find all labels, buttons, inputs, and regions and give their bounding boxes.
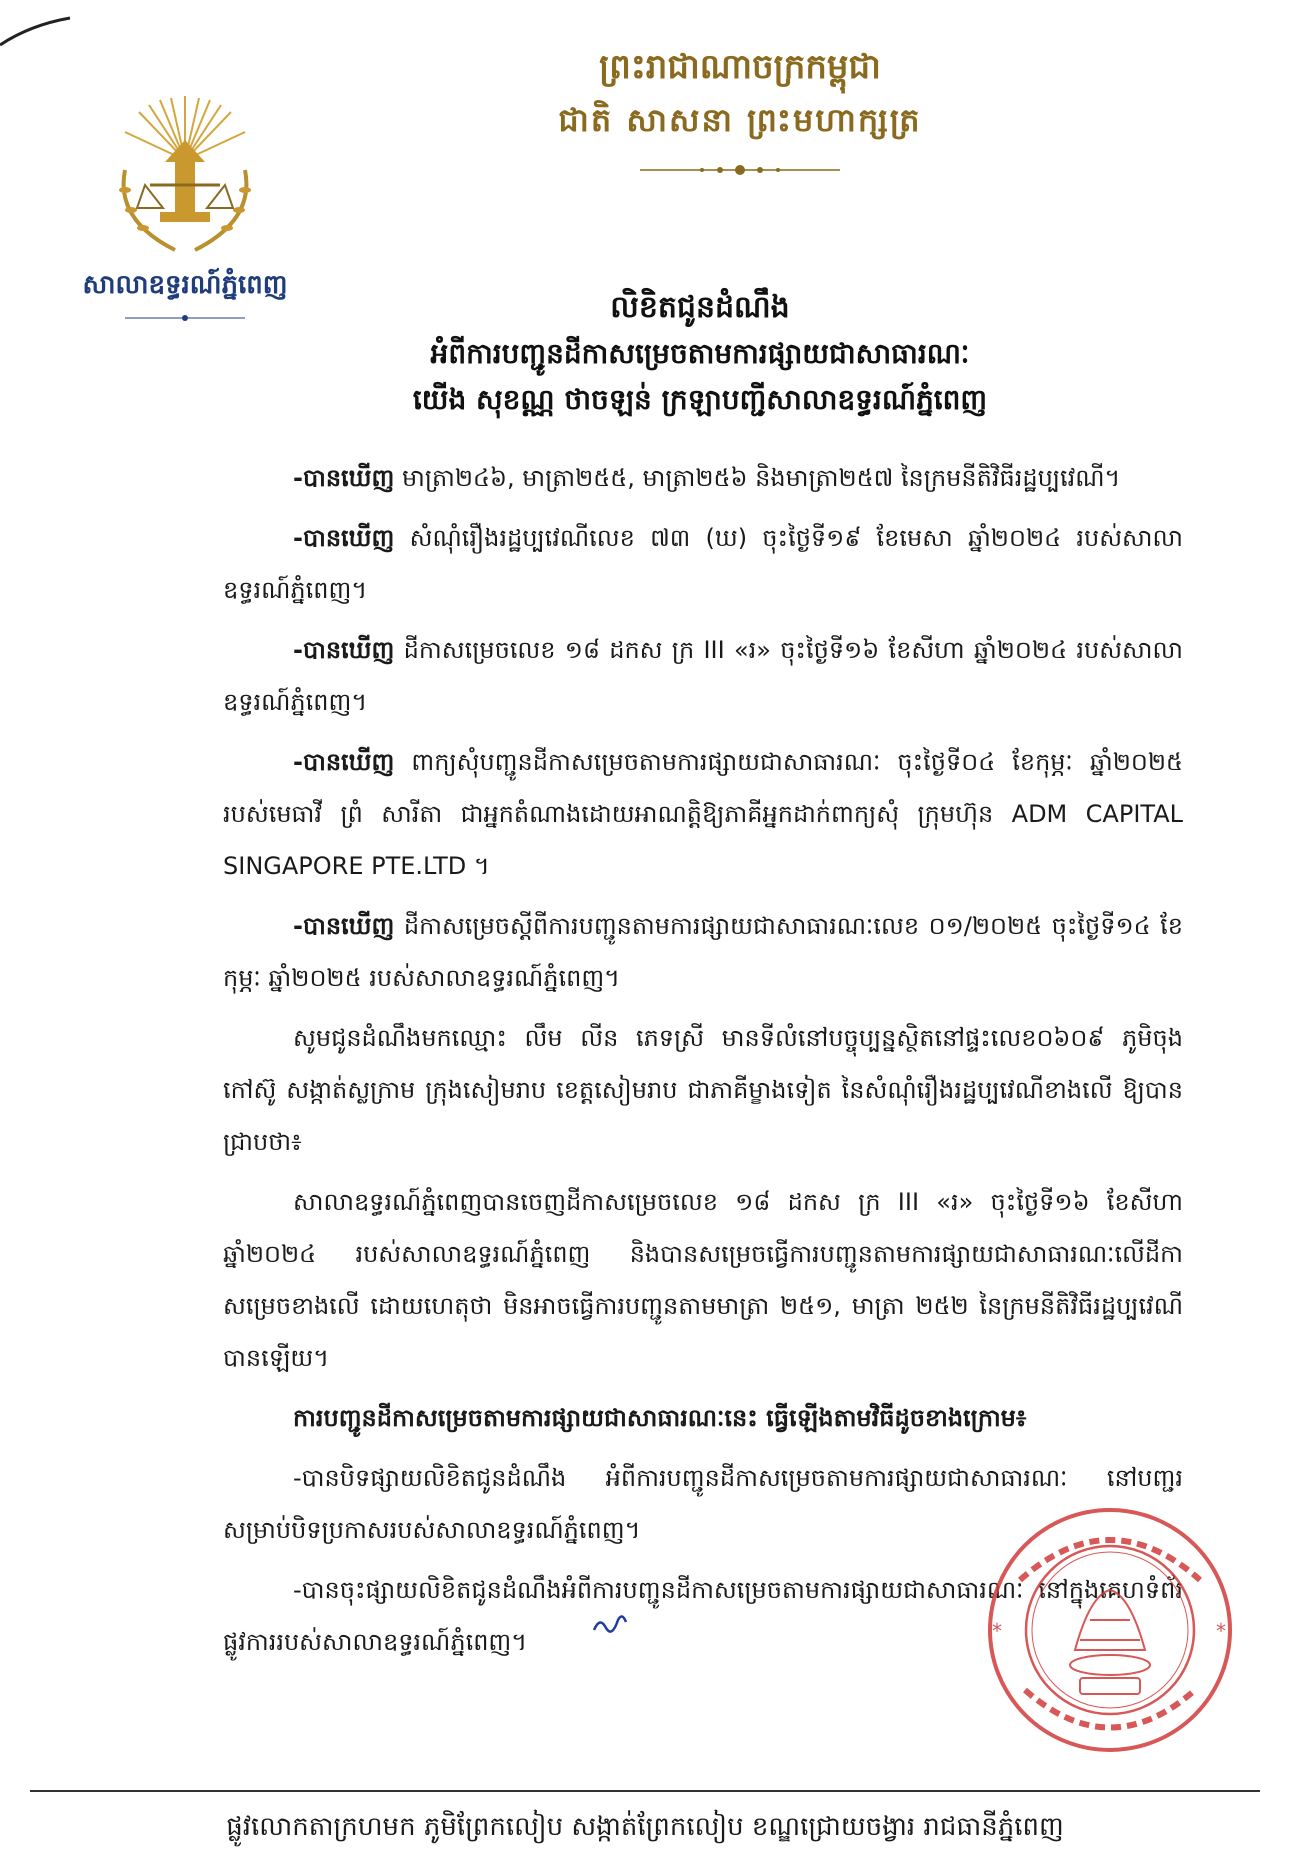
court-emblem-icon (105, 90, 265, 260)
paragraph-3-lead: -បានឃើញ (293, 636, 395, 664)
paragraph-4-text: ពាក្យសុំបញ្ជូនដីកាសម្រេចតាមការផ្សាយជាសាធារណៈ ចុះថ្ងៃទី០៤ ខែកុម្ភៈ ឆ្នាំ២០២៥ របស់មេធាវី ព្រំ សារីតា ជាអ្នកតំណាងដោយអាណត្តិឱ្យភាគីអ្នកដាក់ពាក្យសុំ ក្រុមហ៊ុន ADM CAPITAL SINGAPORE PTE.LTD ។ (223, 748, 1183, 880)
paragraph-9: -បានបិទផ្សាយលិខិតជូនដំណឹង អំពីការបញ្ជូនដីកាសម្រេចតាមការផ្សាយជាសាធារណៈ នៅបញ្ជរសម្រាប់បិទប្រកាសរបស់សាលាឧទ្ធរណ៍ភ្នំពេញ។ (223, 1464, 1183, 1544)
corner-scratch-mark (0, 0, 80, 60)
paragraph-2 (223, 512, 1183, 616)
paragraph-6: សូមជូនដំណឹងមកឈ្មោះ លឹម លីន ភេទស្រី មានទីលំនៅបច្ចុប្បន្នស្ថិតនៅផ្ទះលេខ០៦០៩ ភូមិចុងកៅស៊ូ សង្កាត់ស្លក្រាម ក្រុងសៀមរាប ខេត្តសៀមរាប ជាភាគីម្ខាងទៀត នៃសំណុំរឿងរដ្ឋប្បវេណីខាងលើ ឱ្យបានជ្រាបថា៖ (223, 1024, 1183, 1156)
paragraph-8: ការបញ្ជូនដីកាសម្រេចតាមការផ្សាយជាសាធារណៈនេះ ធ្វើឡើងតាមវិធីដូចខាងក្រោម៖ (293, 1404, 1027, 1432)
document-subject: អំពីការបញ្ជូនដីកាសម្រេចតាមការផ្សាយជាសាធារណៈ (430, 337, 970, 370)
document-titles (200, 285, 1200, 423)
paragraph-3 (223, 624, 1183, 728)
paragraph-1 (223, 452, 1183, 504)
header-ornament-icon (640, 158, 840, 182)
paragraph-5-lead: -បានឃើញ (293, 912, 395, 940)
document-issuer: យើង សុខណ្ណ ថាចឡន់ ក្រឡាបញ្ជីសាលាឧទ្ធរណ៍ភ្នំពេញ (412, 383, 988, 416)
paragraph-2-text: សំណុំរឿងរដ្ឋប្បវេណីលេខ ៧៣ (ឃ) ចុះថ្ងៃទី១៩ ខែមេសា ឆ្នាំ២០២៤ របស់សាលាឧទ្ធរណ៍ភ្នំពេញ។ (223, 524, 1183, 604)
footer-divider (30, 1790, 1260, 1792)
court-name: សាលាឧទ្ធរណ៍ភ្នំពេញ (82, 270, 288, 300)
paragraph-5-text: ដីកាសម្រេចស្តីពីការបញ្ជូនតាមការផ្សាយជាសាធារណៈលេខ ០១/២០២៥ ចុះថ្ងៃទី១៤ ខែកុម្ភៈ ឆ្នាំ២០២៥ របស់សាលាឧទ្ធរណ៍ភ្នំពេញ។ (223, 912, 1183, 992)
document-type-title: លិខិតជូនដំណឹង (610, 290, 790, 325)
paragraph-1-lead: -បានឃើញ (293, 464, 395, 492)
document-body (223, 452, 1183, 1676)
national-motto: ជាតិ សាសនា ព្រះមហាក្សត្រ (558, 101, 922, 139)
paragraph-2-lead: -បានឃើញ (293, 524, 395, 552)
paragraph-5 (223, 900, 1183, 1004)
svg-text:*: * (1216, 1619, 1226, 1643)
initial-signature-icon (590, 1608, 630, 1638)
official-seal-stamp-icon (980, 1500, 1240, 1760)
paragraph-10: -បានចុះផ្សាយលិខិតជូនដំណឹងអំពីការបញ្ជូនដីកាសម្រេចតាមការផ្សាយជាសាធារណៈ នៅក្នុងគេហទំព័រផ្លូវការរបស់សាលាឧទ្ធរណ៍ភ្នំពេញ។ (223, 1576, 1183, 1656)
kingdom-header (470, 40, 1010, 186)
svg-text:*: * (992, 1619, 1002, 1643)
paragraph-4 (223, 736, 1183, 892)
paragraph-3-text: ដីកាសម្រេចលេខ ១៨ ដកស ក្រ III «រ» ចុះថ្ងៃទី១៦ ខែសីហា ឆ្នាំ២០២៤ របស់សាលាឧទ្ធរណ៍ភ្នំពេញ។ (223, 636, 1183, 716)
paragraph-7: សាលាឧទ្ធរណ៍ភ្នំពេញបានចេញដីកាសម្រេចលេខ ១៨ ដកស ក្រ III «រ» ចុះថ្ងៃទី១៦ ខែសីហា ឆ្នាំ២០២៤ របស់សាលាឧទ្ធរណ៍ភ្នំពេញ និងបានសម្រេចធ្វើការបញ្ជូនតាមការផ្សាយជាសាធារណៈលើដីកាសម្រេចខាងលើ ដោយហេតុថា មិនអាចធ្វើការបញ្ជូនតាមមាត្រា ២៥១, មាត្រា ២៥២ នៃក្រមនីតិវិធីរដ្ឋប្បវេណីបានឡើយ។ (223, 1188, 1183, 1372)
paragraph-4-lead: -បានឃើញ (293, 748, 395, 776)
kingdom-title: ព្រះរាជាណាចក្រកម្ពុជា (599, 47, 881, 87)
paragraph-1-text: មាត្រា២៤៦, មាត្រា២៥៥, មាត្រា២៥៦ និងមាត្រា២៥៧ នៃក្រមនីតិវិធីរដ្ឋប្បវេណី។ (394, 464, 1121, 492)
footer-address: ផ្លូវលោកតាក្រហមក ភូមិព្រែកលៀប សង្កាត់ព្រែកលៀប ខណ្ឌជ្រោយចង្វារ រាជធានីភ្នំពេញ (226, 1812, 1064, 1842)
